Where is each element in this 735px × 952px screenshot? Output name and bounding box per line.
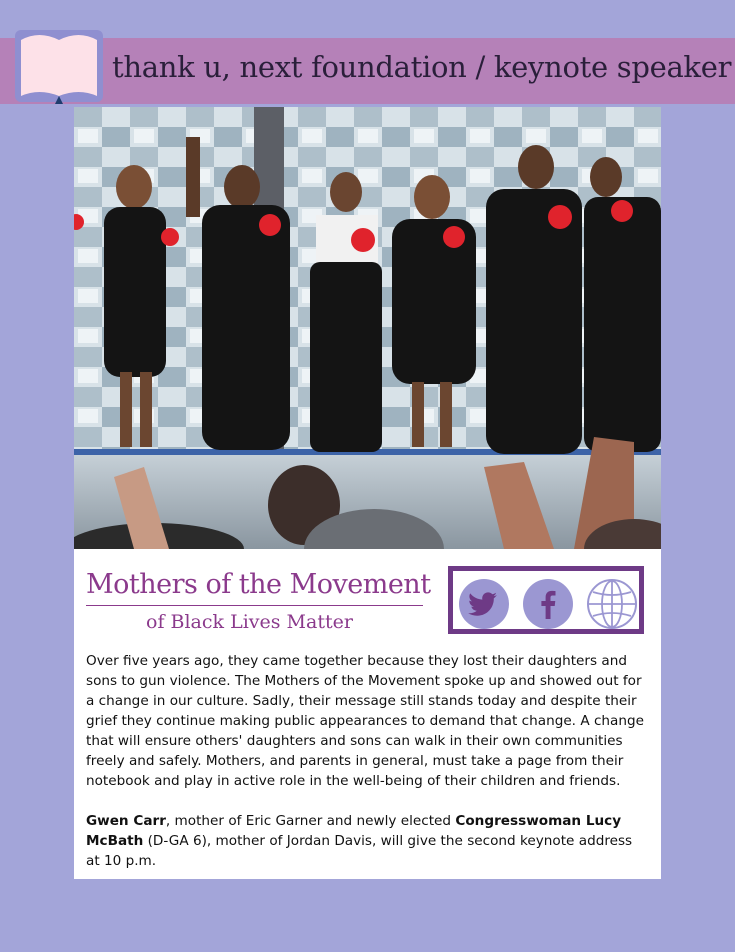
social-links [448,566,644,634]
article-body [86,651,646,891]
article-paragraph: Over five years ago, they came together because they lost their daughters and sons to gun violence. The Mothers of the Movement spoke up and showed out for a change in our culture. Sadly, their message still stands today and despite their grief they continue making public appearances to demand that change. A change that will ensure others' daughters and sons can walk in their own communities freely and safely. Mothers, and parents in general, must take a page from their notebook and play in active role in the well-being of their children and friends. [86,653,644,789]
group-photo [74,107,661,549]
twitter-icon[interactable] [459,579,509,629]
speaker-name: Congresswoman Lucy McBath [86,813,622,849]
article-headline: Mothers of the Movement [86,569,431,600]
article-subheadline: of Black Lives Matter [146,611,353,633]
speaker-name: Gwen Carr [86,813,166,829]
open-book-icon [13,30,105,106]
headline-underline [86,605,423,606]
article-card [74,549,661,879]
speaker-detail: , mother of Eric Garner and newly elected [165,813,456,829]
facebook-icon[interactable] [523,579,573,629]
page-title: thank u, next foundation / keynote speaker [112,50,732,84]
globe-icon[interactable] [587,579,637,629]
article-paragraph-keynote [86,811,646,871]
speaker-detail: (D-GA 6), mother of Jordan Davis, will give the second keynote address at 10 p.m. [86,833,633,869]
